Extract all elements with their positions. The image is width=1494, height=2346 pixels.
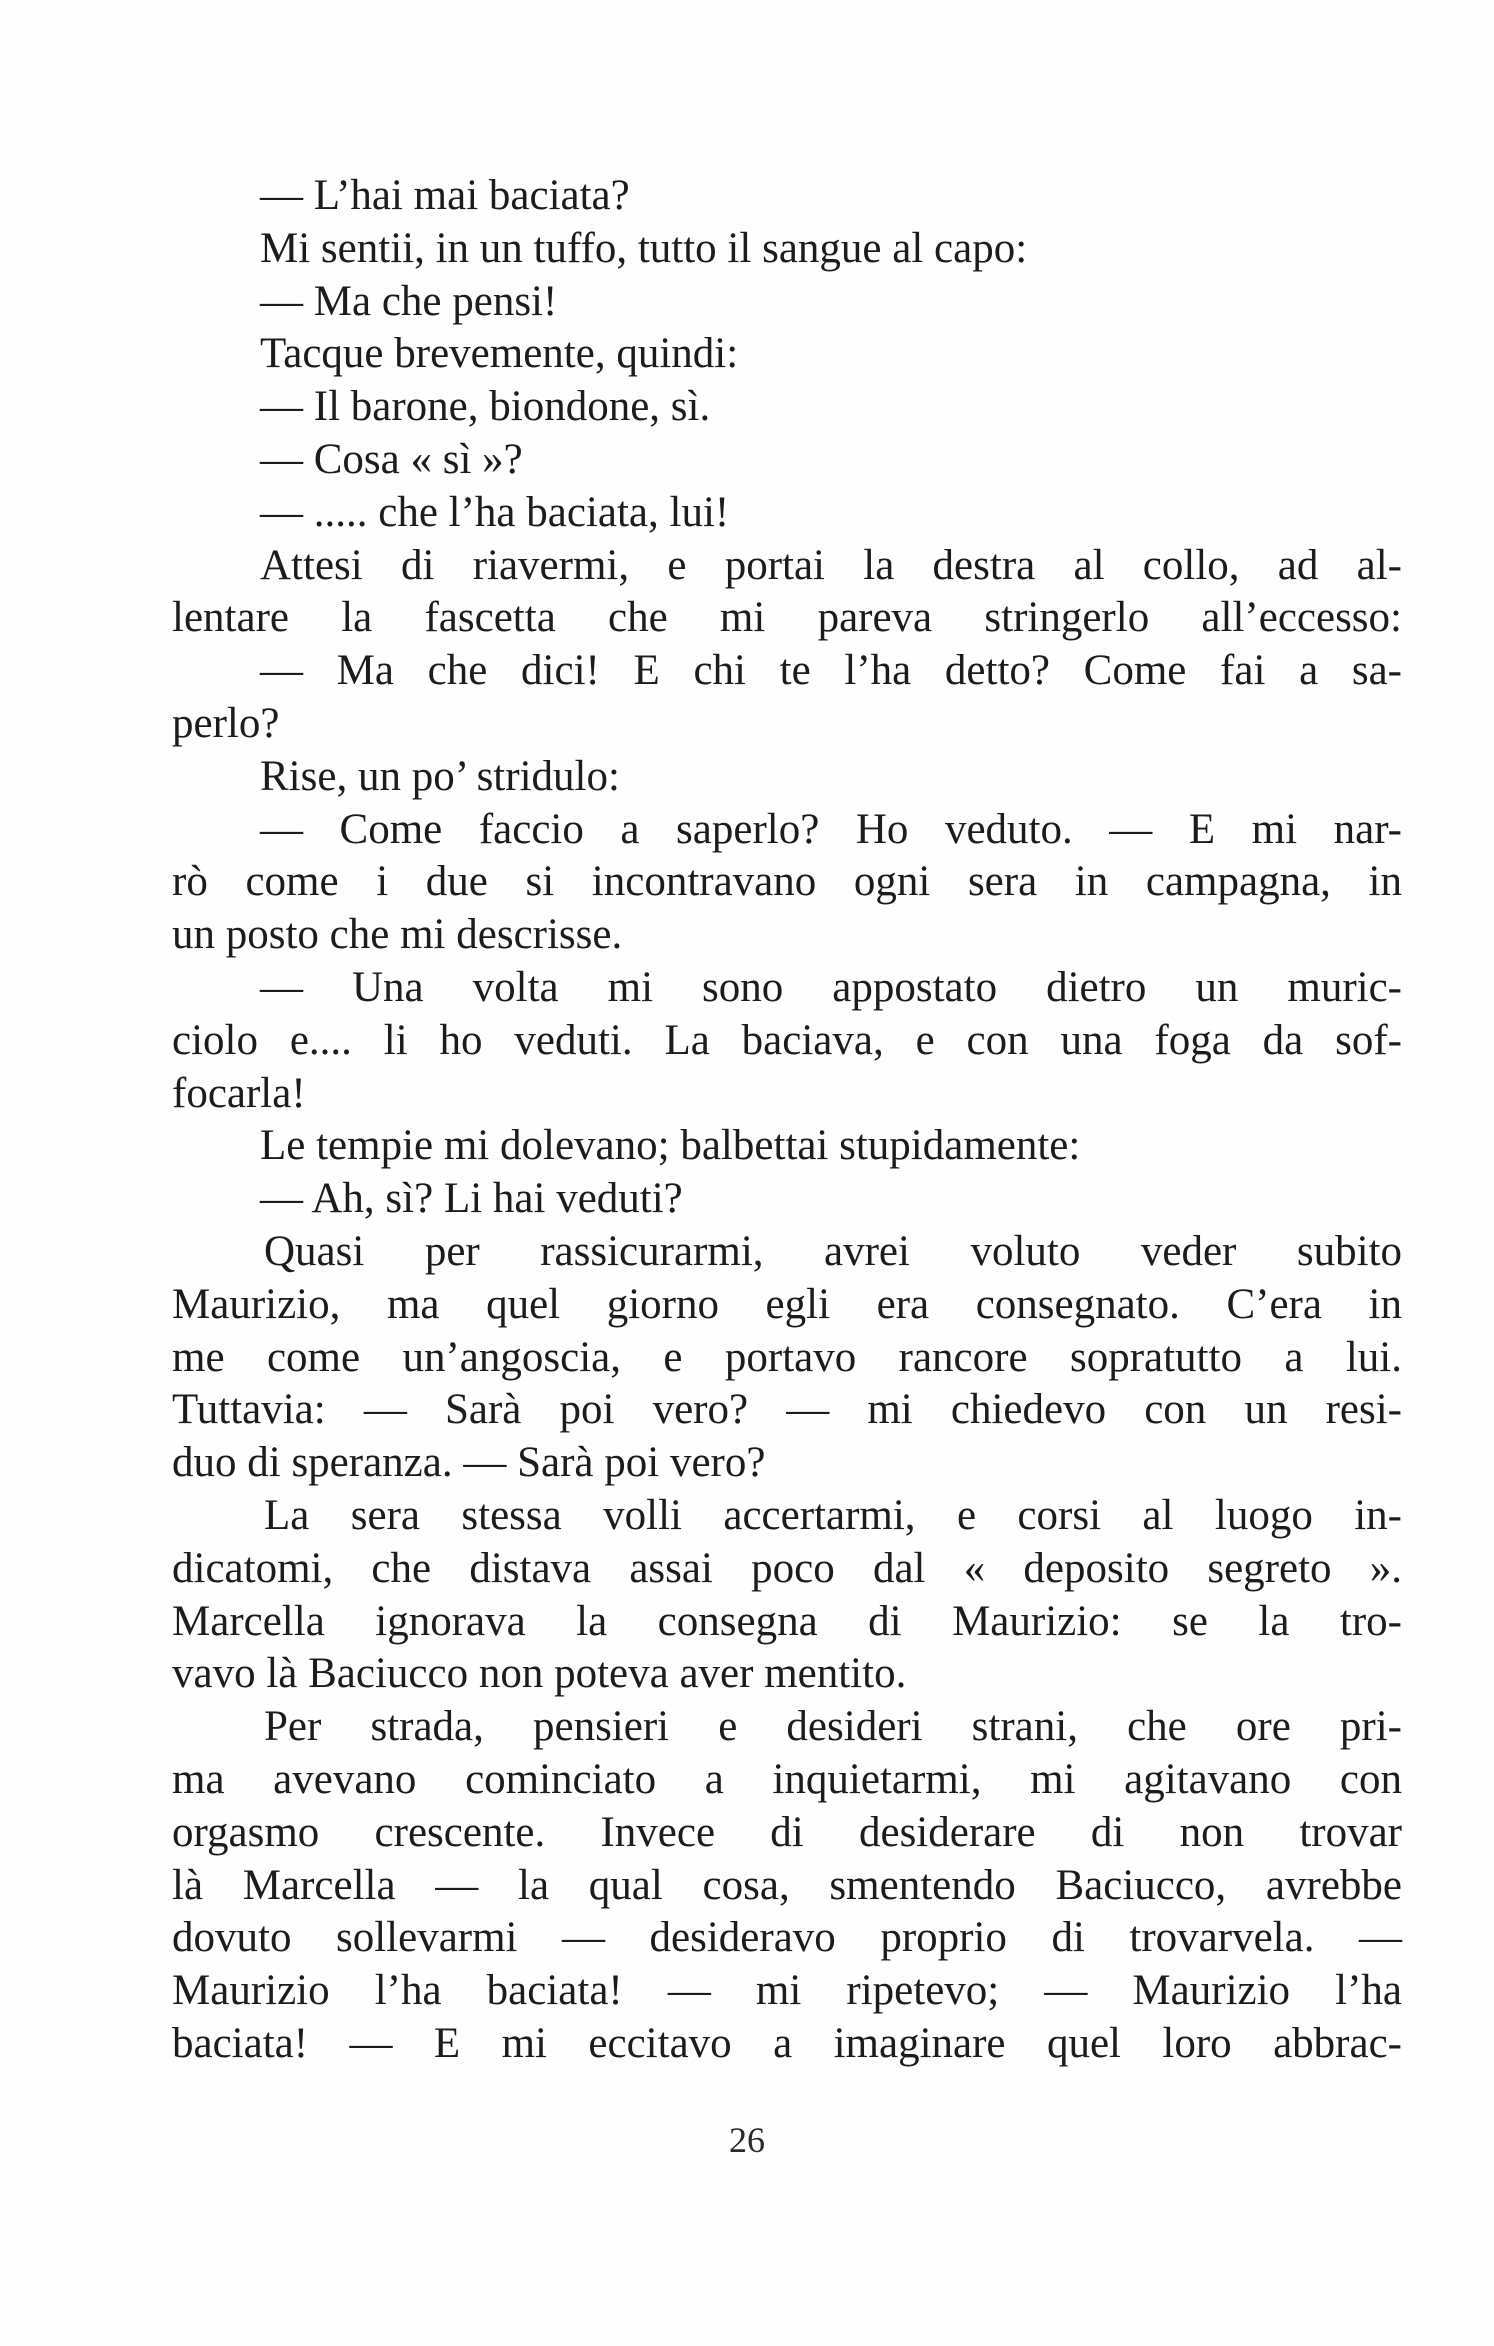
text-line: ciolo e.... li ho veduti. La baciava, e con una foga da sof- — [172, 1016, 1402, 1064]
text-line: — L’hai mai baciata? — [260, 172, 630, 219]
text-line: focarla! — [172, 1069, 306, 1117]
text-line: Per strada, pensieri e desideri strani, che ore pri- — [264, 1703, 1402, 1751]
text-line: lentare la fascetta che mi pareva stringerlo all’eccesso: — [172, 594, 1402, 642]
text-line: — Ah, sì? Li hai veduti? — [260, 1175, 683, 1223]
text-line: duo di speranza. — Sarà poi vero? — [172, 1439, 766, 1487]
text-line: ma avevano cominciato a inquietarmi, mi agitavano con — [172, 1755, 1402, 1803]
text-line: — Come faccio a saperlo? Ho veduto. — E mi nar- — [260, 805, 1402, 853]
text-line: vavo là Baciucco non poteva aver mentito. — [172, 1650, 907, 1698]
text-line: Mi sentii, in un tuffo, tutto il sangue al capo: — [260, 224, 1028, 272]
text-line: — Il barone, biondone, sì. — [260, 383, 711, 431]
body-text — [172, 170, 1402, 2071]
text-line: Tacque brevemente, quindi: — [260, 330, 739, 378]
text-line: Marcella ignorava la consegna di Maurizio: se la tro- — [172, 1597, 1402, 1645]
text-line: baciata! — E mi eccitavo a imaginare quel loro abbrac- — [172, 2019, 1402, 2067]
text-line: Tuttavia: — Sarà poi vero? — mi chiedevo con un resi- — [172, 1386, 1402, 1434]
text-line: orgasmo crescente. Invece di desiderare di non trovar — [172, 1808, 1402, 1856]
text-line: Attesi di riavermi, e portai la destra al collo, ad al- — [260, 541, 1402, 589]
text-line: — Una volta mi sono appostato dietro un muric- — [260, 963, 1402, 1011]
text-line: Maurizio l’ha baciata! — mi ripetevo; — Maurizio l’ha — [172, 1967, 1402, 2015]
text-line: Le tempie mi dolevano; balbettai stupidamente: — [260, 1122, 1081, 1170]
text-line: rò come i due si incontravano ogni sera in campagna, in — [172, 858, 1402, 906]
text-line: Maurizio, ma quel giorno egli era consegnato. C’era in — [172, 1280, 1402, 1328]
text-line: — Ma che dici! E chi te l’ha detto? Come fai a sa- — [260, 647, 1402, 695]
text-line: un posto che mi descrisse. — [172, 911, 623, 959]
text-line: dovuto sollevarmi — desideravo proprio di trovarvela. — — [172, 1914, 1402, 1962]
text-line: La sera stessa volli accertarmi, e corsi al luogo in- — [264, 1491, 1402, 1539]
text-line: — Cosa « sì »? — [260, 435, 523, 483]
text-line: Quasi per rassicurarmi, avrei voluto veder subito — [264, 1227, 1402, 1275]
text-line: perlo? — [172, 699, 280, 747]
text-line: — ..... che l’ha baciata, lui! — [260, 488, 730, 536]
text-line: me come un’angoscia, e portavo rancore sopratutto a lui. — [172, 1333, 1402, 1381]
page-number: 26 — [729, 2120, 765, 2160]
text-line: là Marcella — la qual cosa, smentendo Baciucco, avrebbe — [172, 1861, 1402, 1909]
text-line: dicatomi, che distava assai poco dal « deposito segreto ». — [172, 1544, 1402, 1592]
text-line: Rise, un po’ stridulo: — [260, 752, 620, 800]
text-line: — Ma che pensi! — [260, 277, 558, 325]
